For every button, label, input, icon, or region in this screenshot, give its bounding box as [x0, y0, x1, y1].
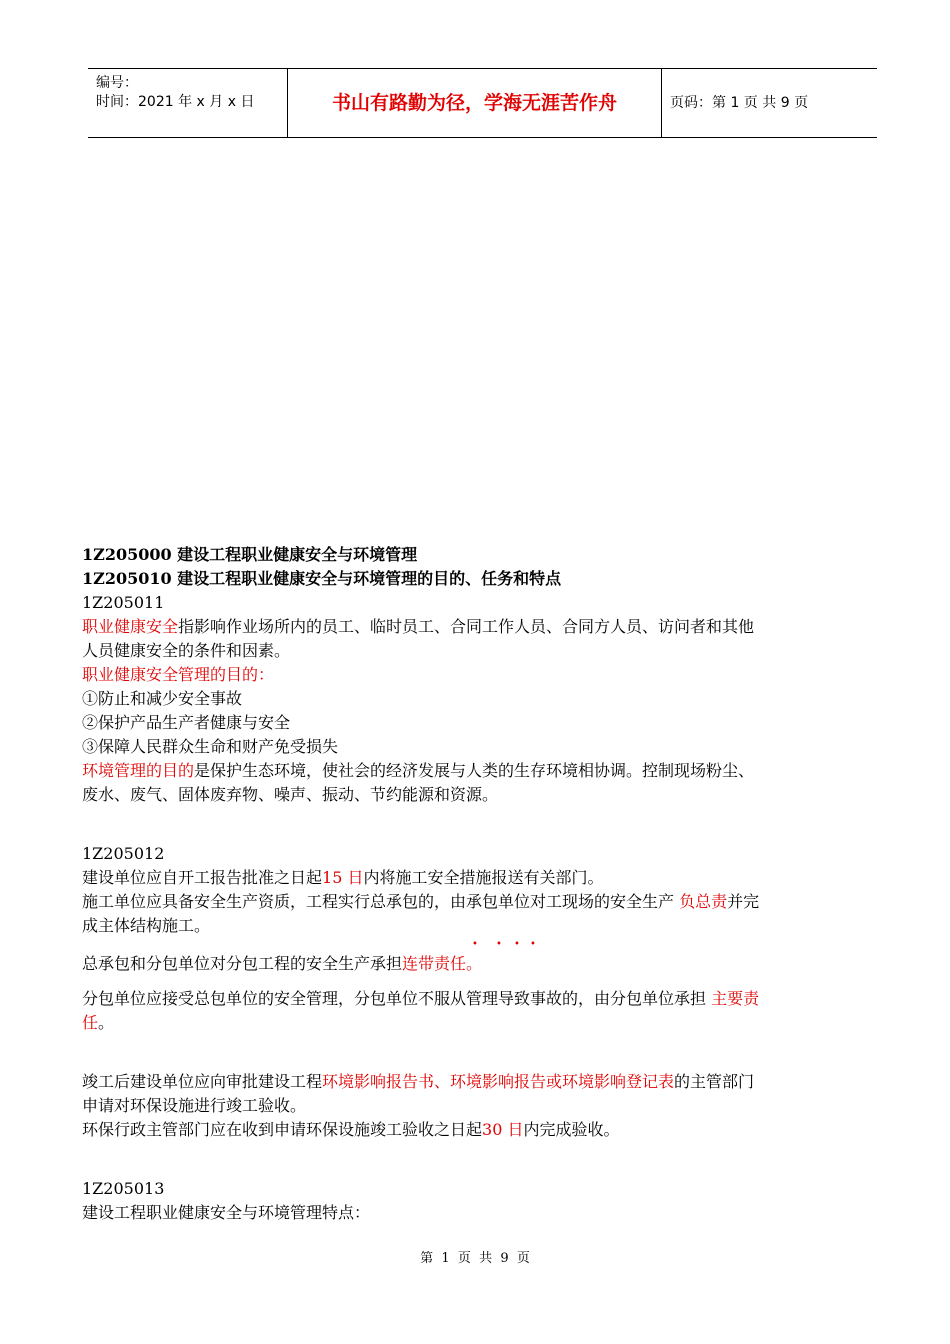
list-item: ③保障人民群众生命和财产免受损失: [82, 737, 339, 756]
highlight-term: 职业健康安全: [82, 617, 179, 636]
paragraph-text: 分包单位应接受总包单位的安全管理，分包单位不服从管理导致事故的，由分包单位承担: [82, 989, 712, 1008]
highlight-term: 负总责: [679, 892, 728, 911]
paragraph-text: 总承包和分包单位对分包工程的安全生产承担: [82, 954, 403, 973]
section-code: 1Z205011: [82, 593, 165, 612]
paragraph-text: 并完: [727, 892, 760, 911]
list-item: ①防止和减少安全事故: [82, 689, 243, 708]
highlight-term: 连带责任。: [402, 954, 483, 973]
section-code: 1Z205013: [82, 1179, 165, 1198]
paragraph-continuation: [82, 1011, 897, 1035]
paragraph-text: 指影响作业场所内的员工、临时员工、合同工作人员、合同方人员、访问者和其他: [178, 617, 755, 636]
document-body: [82, 543, 897, 1225]
paragraph-text: 施工单位应具备安全生产资质，工程实行总承包的，由承包单位对工现场的安全生产: [82, 892, 680, 911]
highlight-term: 环境管理的目的: [82, 761, 195, 780]
emphasis-dots: • • • •: [472, 939, 536, 950]
header-motto: 书山有路勤为径，学海无涯苦作舟: [288, 69, 662, 137]
paragraph-text: 内完成验收。: [523, 1120, 620, 1139]
page-footer-text: 第 1 页 共 9 页: [420, 1251, 530, 1266]
paragraph-continuation: 成主体结构施工。: [82, 916, 211, 935]
highlight-term: 30 日: [482, 1120, 524, 1139]
page-footer: [0, 1247, 950, 1266]
paragraph-text: 。: [98, 1013, 115, 1032]
paragraph: [82, 952, 897, 976]
header-page-info: 页码：第 1 页 共 9 页: [670, 95, 809, 111]
paragraph: 建设工程职业健康安全与环境管理特点：: [82, 1203, 371, 1222]
paragraph-text: 是保护生态环境，使社会的经济发展与人类的生存环境相协调。控制现场粉尘、: [194, 761, 755, 780]
paragraph-text: 竣工后建设单位应向审批建设工程: [82, 1072, 323, 1091]
document-number-label: 编号：: [96, 75, 138, 91]
paragraph-text: 的主管部门: [674, 1072, 755, 1091]
section-title: 1Z205010 建设工程职业健康安全与环境管理的目的、任务和特点: [82, 569, 562, 588]
paragraph-continuation: 申请对环保设施进行竣工验收。: [82, 1096, 307, 1115]
paragraph-text: 建设单位应自开工报告批准之日起: [82, 868, 323, 887]
paragraph-text: 内将施工安全措施报送有关部门。: [363, 868, 604, 887]
document-header: [88, 68, 877, 138]
list-item: ②保护产品生产者健康与安全: [82, 713, 291, 732]
highlight-term: 15 日: [322, 868, 364, 887]
paragraph: [82, 866, 897, 890]
highlight-heading: 职业健康安全管理的目的：: [82, 665, 275, 684]
highlight-term: 环境影响报告书、环境影响报告或环境影响登记表: [322, 1072, 675, 1091]
highlight-term: 主要责: [711, 989, 760, 1008]
highlight-term: 任: [82, 1013, 99, 1032]
paragraph-text: 环保行政主管部门应在收到申请环保设施竣工验收之日起: [82, 1120, 483, 1139]
paragraph-continuation: 废水、废气、固体废弃物、噪声、振动、节约能源和资源。: [82, 785, 499, 804]
paragraph: [82, 759, 897, 783]
paragraph: [82, 1118, 897, 1142]
document-time-label: 时间：2021 年 x 月 x 日: [96, 94, 255, 110]
section-code: 1Z205012: [82, 844, 165, 863]
header-meta-cell: [88, 69, 288, 137]
paragraph-continuation: 人员健康安全的条件和因素。: [82, 641, 291, 660]
paragraph: [82, 1070, 897, 1094]
paragraph: [82, 987, 897, 1011]
paragraph: [82, 890, 897, 914]
chapter-title: 1Z205000 建设工程职业健康安全与环境管理: [82, 545, 418, 564]
paragraph: [82, 615, 897, 639]
